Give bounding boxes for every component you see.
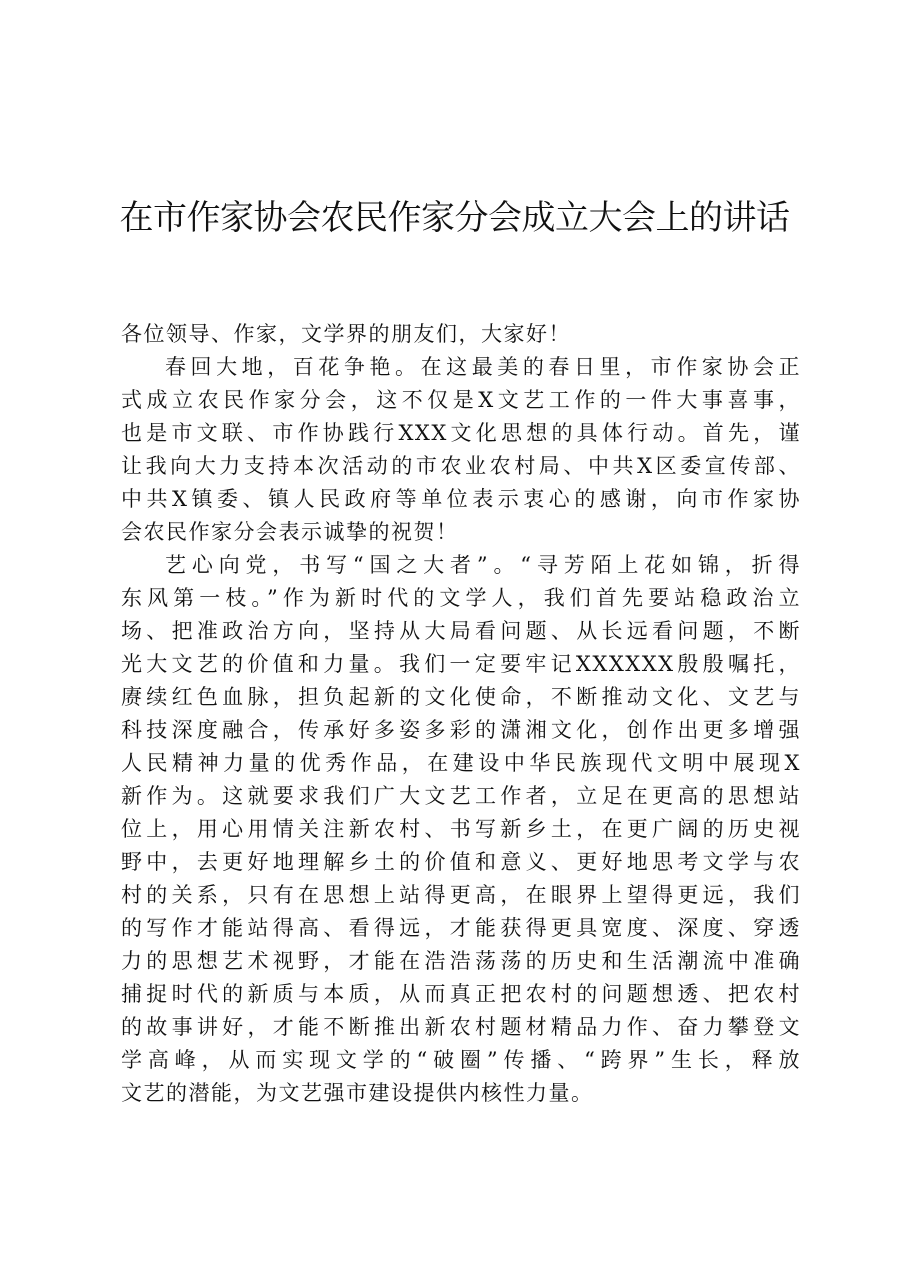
paragraph-line: 也是市文联、市作协践行XXX文化思想的具体行动。首先，谨 <box>121 421 801 445</box>
greeting: 各位领导、作家，文学界的朋友们，大家好！ <box>121 322 571 346</box>
paragraph-line: 位上，用心用情关注新农村、书写新乡土，在更广阔的历史视 <box>121 817 801 841</box>
paragraph-line: 人民精神力量的优秀作品，在建设中华民族现代文明中展现X <box>121 751 801 775</box>
paragraph-line: 场、把准政治方向，坚持从大局看问题、从长远看问题，不断 <box>121 619 801 643</box>
paragraph-line: 会农民作家分会表示诚挚的祝贺！ <box>121 520 459 544</box>
document-body <box>121 318 801 1110</box>
paragraph-line: 光大文艺的价值和力量。我们一定要牢记XXXXXX殷殷嘱托， <box>121 652 801 676</box>
paragraph-line: 科技深度融合，传承好多姿多彩的潇湘文化，创作出更多增强 <box>121 718 801 742</box>
paragraph-line: 让我向大力支持本次活动的市农业农村局、中共X区委宣传部、 <box>121 454 801 478</box>
paragraph-line: 东风第一枝。”作为新时代的文学人，我们首先要站稳政治立 <box>121 586 801 610</box>
document-title: 在市作家协会农民作家分会成立大会上的讲话 <box>119 198 790 238</box>
paragraph-line: 中共X镇委、镇人民政府等单位表示衷心的感谢，向市作家协 <box>121 487 801 511</box>
paragraph-line: 的故事讲好，才能不断推出新农村题材精品力作、奋力攀登文 <box>121 1015 801 1039</box>
paragraph-line: 文艺的潜能，为文艺强市建设提供内核性力量。 <box>121 1081 594 1105</box>
paragraph-1 <box>121 351 801 549</box>
paragraph-line: 野中，去更好地理解乡土的价值和意义、更好地思考文学与农 <box>121 850 801 874</box>
paragraph-line: 力的思想艺术视野，才能在浩浩荡荡的历史和生活潮流中准确 <box>121 949 801 973</box>
paragraph-line: 式成立农民作家分会，这不仅是X文艺工作的一件大事喜事， <box>121 388 801 412</box>
paragraph-line: 捕捉时代的新质与本质，从而真正把农村的问题想透、把农村 <box>121 982 801 1006</box>
paragraph-line: 学高峰，从而实现文学的“破圈”传播、“跨界”生长，释放 <box>121 1048 801 1072</box>
paragraph-2 <box>121 549 801 1110</box>
paragraph-line: 村的关系，只有在思想上站得更高，在眼界上望得更远，我们 <box>121 883 801 907</box>
paragraph-line: 艺心向党，书写“国之大者”。“寻芳陌上花如锦，折得 <box>165 553 801 577</box>
paragraph-line: 赓续红色血脉，担负起新的文化使命，不断推动文化、文艺与 <box>121 685 801 709</box>
paragraph-line: 的写作才能站得高、看得远，才能获得更具宽度、深度、穿透 <box>121 916 801 940</box>
paragraph-line: 新作为。这就要求我们广大文艺工作者，立足在更高的思想站 <box>121 784 801 808</box>
paragraph-line: 春回大地，百花争艳。在这最美的春日里，市作家协会正 <box>165 355 801 379</box>
